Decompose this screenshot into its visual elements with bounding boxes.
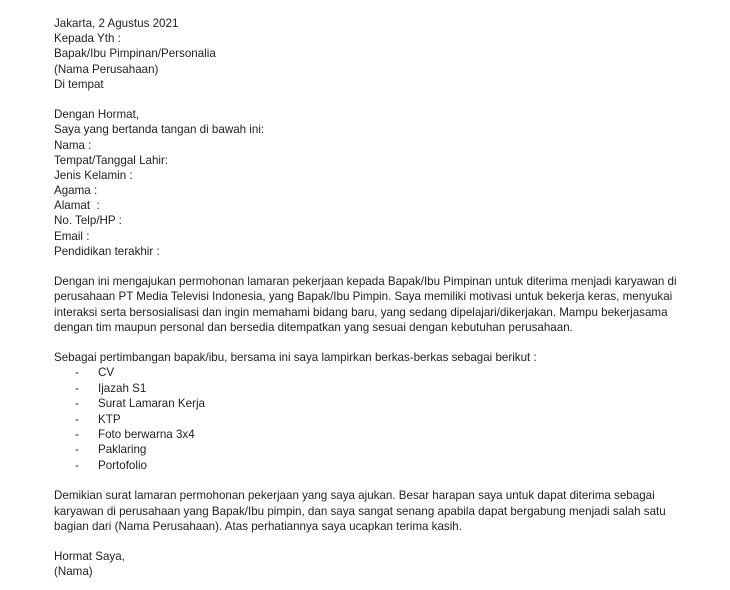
- dash-bullet: -: [75, 412, 79, 426]
- closing-paragraph: Demikian surat lamaran permohonan pekerjaan yang saya ajukan. Besar harapan saya untuk dapat diterima sebagai karyawan di perusahaan yang Bapak/Ibu pimpin, dan saya sangat senang apabila dapat bergabung menjadi salah satu bagian dari (Nama Perusahaan). Atas perhatiannya saya ucapkan terima kasih.: [54, 489, 666, 533]
- attachments-list: [54, 365, 694, 473]
- list-item-label: Foto berwarna 3x4: [98, 427, 195, 441]
- list-item-label: Paklaring: [98, 443, 147, 457]
- signer-name: (Nama): [54, 565, 93, 579]
- spacer: [54, 473, 694, 488]
- dash-bullet: -: [75, 427, 79, 441]
- list-item: [54, 365, 694, 380]
- field-agama: Agama :: [54, 184, 98, 198]
- regards: Hormat Saya,: [54, 550, 125, 564]
- company-name: (Nama Perusahaan): [54, 62, 159, 76]
- application-letter: [54, 16, 694, 579]
- field-alamat: Alamat :: [54, 199, 100, 213]
- spacer: [54, 534, 694, 549]
- list-item-label: Surat Lamaran Kerja: [98, 397, 205, 411]
- field-pendidikan: Pendidikan terakhir :: [54, 244, 160, 258]
- spacer: [54, 259, 694, 274]
- list-item-label: Portofolio: [98, 458, 147, 472]
- location: Di tempat: [54, 77, 104, 91]
- dash-bullet: -: [75, 443, 79, 457]
- body-paragraph: Dengan ini mengajukan permohonan lamaran pekerjaan kepada Bapak/Ibu Pimpinan untuk diterima menjadi karyawan di perusahaan PT Media Televisi Indonesia, yang Bapak/Ibu Pimpin. Saya memiliki motivasi untuk bekerja keras, menyukai interaksi serta bersosialisasi dan ingin memahami bidang baru, yang sedang dipelajari/dikerjakan. Mampu bekerjasama dengan tim maupun personal dan bersedia ditempatkan yang sesuai dengan kebutuhan perusahaan.: [54, 275, 677, 334]
- dash-bullet: -: [75, 397, 79, 411]
- recipient: Bapak/Ibu Pimpinan/Personalia: [54, 47, 216, 61]
- dash-bullet: -: [75, 381, 79, 395]
- field-nama: Nama :: [54, 138, 92, 152]
- attachments-intro: Sebagai pertimbangan bapak/ibu, bersama ini saya lampirkan berkas-berkas sebagai berikut :: [54, 351, 537, 365]
- field-jenis-kelamin: Jenis Kelamin :: [54, 168, 133, 182]
- spacer: [54, 92, 694, 107]
- dash-bullet: -: [75, 366, 79, 380]
- place-date: Jakarta, 2 Agustus 2021: [54, 17, 179, 30]
- list-item: [54, 381, 694, 396]
- field-tempat-tanggal-lahir: Tempat/Tanggal Lahir:: [54, 153, 169, 167]
- field-email: Email :: [54, 229, 90, 243]
- list-item: [54, 427, 694, 442]
- dash-bullet: -: [75, 458, 79, 472]
- list-item-label: KTP: [98, 412, 121, 426]
- list-item-label: Ijazah S1: [98, 381, 147, 395]
- spacer: [54, 335, 694, 350]
- to-label: Kepada Yth :: [54, 32, 121, 46]
- salutation: Dengan Hormat,: [54, 108, 140, 122]
- field-telp: No. Telp/HP :: [54, 214, 122, 228]
- list-item: [54, 442, 694, 457]
- list-item: [54, 412, 694, 427]
- list-item: [54, 396, 694, 411]
- list-item-label: CV: [98, 366, 115, 380]
- intro-line: Saya yang bertanda tangan di bawah ini:: [54, 123, 265, 137]
- list-item: [54, 458, 694, 473]
